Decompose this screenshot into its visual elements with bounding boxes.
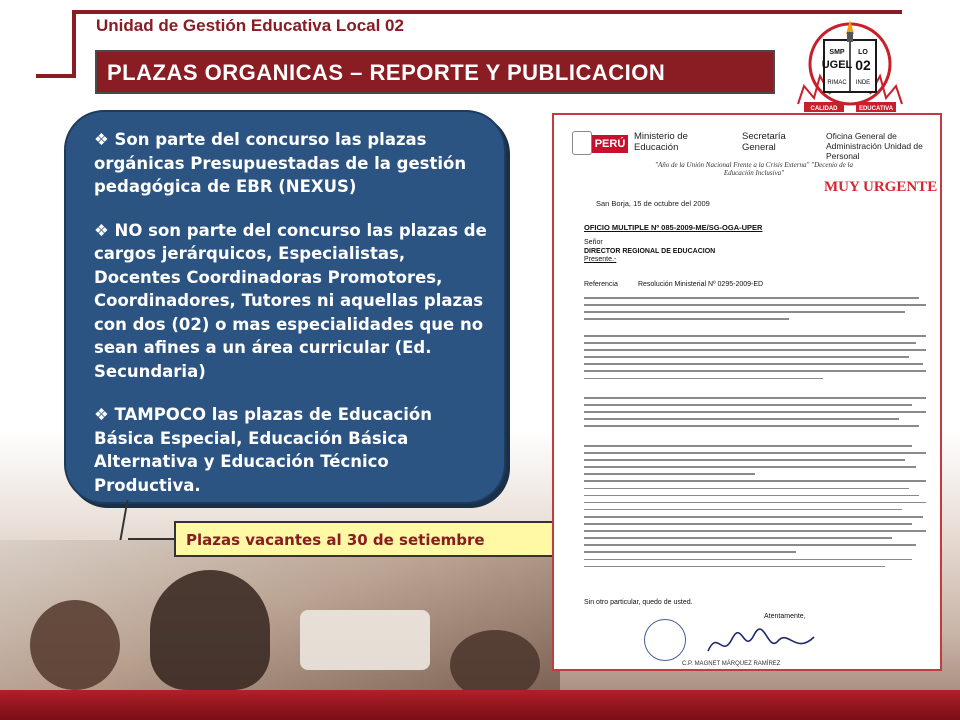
callout-text: Plazas vacantes al 30 de setiembre: [186, 531, 485, 549]
info-bullet-3-text: TAMPOCO las plazas de Educación Básica Especial, Educación Básica Alternativa y Educación Técnico Productiva.: [94, 405, 432, 495]
document-header: [564, 125, 930, 159]
info-box: [64, 110, 506, 504]
logo-ribbon-left: CALIDAD: [810, 106, 838, 112]
org-name: Unidad de Gestión Educativa Local 02: [96, 16, 404, 35]
country-label: PERÚ: [592, 135, 628, 153]
signature-mark: [704, 625, 824, 661]
reference-value: Resolución Ministerial Nº 0295-2009-ED: [637, 281, 764, 288]
signature-name: C.P. MAGNET MÁRQUEZ RAMÍREZ: [682, 661, 781, 667]
document-addressee: [584, 239, 715, 265]
diamond-bullet-icon: ❖: [94, 405, 115, 424]
coat-of-arms-icon: [572, 131, 592, 155]
frame-line: [36, 74, 76, 78]
callout-box: [174, 521, 580, 557]
info-bullet-1: [94, 128, 494, 199]
addressee-suffix: Presente.-: [584, 256, 617, 263]
office-label: Oficina General de Administración Unidad de Personal: [826, 131, 923, 161]
ugel-logo: [790, 12, 910, 122]
info-bullet-3: [94, 403, 494, 497]
scanned-document: [552, 113, 942, 671]
document-closing: Sin otro particular, quedo de usted.: [584, 599, 693, 606]
logo-text-inde: INDE: [855, 80, 871, 86]
addressee-name: DIRECTOR REGIONAL DE EDUCACION: [584, 247, 716, 255]
urgent-stamp: MUY URGENTE: [824, 179, 938, 195]
info-bullet-2-text: NO son parte del concurso las plazas de cargos jerárquicos, Especialistas, Docentes Coordinadoras Promotores, Coordinadores, Tutores ni aquellas plazas con dos (02) o mas especialidades que no sean afines a un área curricular (Ed. Secundaria): [94, 220, 487, 381]
document-body-lines: [584, 335, 926, 385]
document-body-lines: [584, 297, 926, 325]
document-sign-off: Atentamente,: [764, 613, 806, 620]
page-title: PLAZAS ORGANICAS – REPORTE Y PUBLICACION: [107, 60, 666, 85]
diamond-bullet-icon: ❖: [94, 130, 115, 149]
logo-text-ugel: UGEL: [821, 59, 853, 71]
logo-text-rimac: RIMAC: [827, 80, 847, 86]
ministry-label: Ministerio de Educación: [634, 131, 688, 153]
photo-paper: [300, 610, 430, 670]
reference-label: Referencia: [584, 281, 618, 288]
document-reference: [584, 281, 763, 288]
document-body-lines: [584, 445, 926, 573]
callout-connector: [128, 538, 176, 540]
photo-figure: [150, 570, 270, 690]
addressee-prefix: Señor: [584, 239, 603, 246]
document-date: San Borja, 15 de octubre del 2009: [596, 199, 710, 208]
bottom-red-band: [0, 690, 960, 720]
logo-ribbon-right: EDUCATIVA: [858, 106, 894, 112]
info-bullet-1-text: Son parte del concurso las plazas orgánicas Presupuestadas de la gestión pedagógica de EBR (NEXUS): [94, 130, 467, 196]
title-bar: [95, 50, 775, 94]
document-motto: "Año de la Unión Nacional Frente a la Crisis Externa" "Decenio de la Educación Inclusiva": [655, 161, 853, 177]
logo-text-num: 02: [855, 57, 871, 73]
frame-line: [72, 10, 76, 76]
info-bullet-2: [94, 219, 494, 384]
photo-figure: [30, 600, 120, 690]
official-stamp: [644, 619, 686, 661]
logo-text-lo: LO: [858, 49, 868, 56]
document-body-lines: [584, 397, 926, 432]
frame-line: [72, 10, 902, 14]
diamond-bullet-icon: ❖: [94, 220, 115, 240]
secretariat-label: Secretaría General: [742, 131, 786, 153]
document-oficio-number: OFICIO MULTIPLE Nº 085-2009-ME/SG-OGA-UPER: [584, 223, 763, 232]
logo-text-smp: SMP: [829, 49, 845, 56]
info-text: [94, 128, 494, 517]
